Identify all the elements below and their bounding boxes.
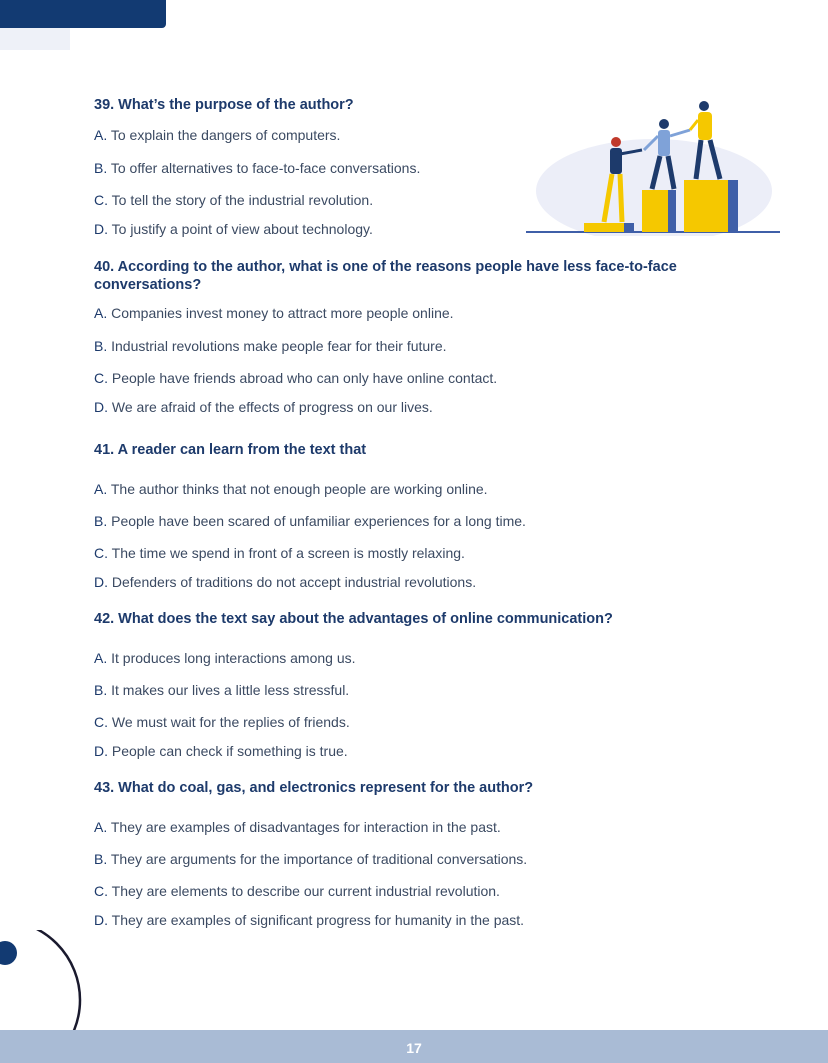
option-letter: D. <box>94 399 108 415</box>
answer-option <box>94 574 476 590</box>
answer-option <box>94 160 420 176</box>
answer-option <box>94 545 465 561</box>
answer-option <box>94 481 488 497</box>
question-title: 39. What’s the purpose of the author? <box>94 97 354 113</box>
option-text: It produces long interactions among us. <box>107 650 356 666</box>
question-title: 41. A reader can learn from the text that <box>94 442 367 458</box>
question-title: 42. What does the text say about the advantages of online communication? <box>94 611 613 627</box>
option-letter: B. <box>94 682 108 698</box>
option-letter: D. <box>94 574 108 590</box>
answer-option <box>94 305 454 321</box>
question-40 <box>94 258 724 294</box>
option-text: They are arguments for the importance of traditional conversations. <box>107 851 528 867</box>
question-title: 40. According to the author, what is one of the reasons people have less face-to-face conversations? <box>94 259 677 293</box>
answer-option <box>94 127 340 143</box>
answer-option <box>94 221 373 237</box>
answer-option <box>94 370 497 386</box>
option-letter: C. <box>94 192 108 208</box>
option-letter: C. <box>94 714 108 730</box>
question-43 <box>94 779 734 797</box>
option-letter: D. <box>94 912 108 928</box>
option-text: To tell the story of the industrial revolution. <box>108 192 374 208</box>
option-text: People have friends abroad who can only have online contact. <box>108 370 498 386</box>
option-letter: C. <box>94 370 108 386</box>
question-41 <box>94 441 734 459</box>
answer-option <box>94 714 350 730</box>
people-helping-climb-steps-illustration <box>524 96 784 236</box>
option-text: People have been scared of unfamiliar experiences for a long time. <box>107 513 526 529</box>
answer-option <box>94 819 501 835</box>
answer-option <box>94 650 356 666</box>
option-text: To explain the dangers of computers. <box>107 127 341 143</box>
option-text: Companies invest money to attract more people online. <box>107 305 454 321</box>
option-text: Industrial revolutions make people fear for their future. <box>107 338 447 354</box>
option-letter: A. <box>94 127 108 143</box>
option-text: To offer alternatives to face-to-face conversations. <box>107 160 421 176</box>
corner-decoration-light <box>0 28 70 50</box>
option-text: The author thinks that not enough people are working online. <box>107 481 488 497</box>
option-text: We must wait for the replies of friends. <box>108 714 350 730</box>
option-letter: B. <box>94 851 108 867</box>
option-text: They are examples of significant progress for humanity in the past. <box>108 912 525 928</box>
answer-option <box>94 883 500 899</box>
answer-option <box>94 192 373 208</box>
answer-option <box>94 338 447 354</box>
option-text: We are afraid of the effects of progress on our lives. <box>108 399 433 415</box>
option-letter: A. <box>94 481 108 497</box>
option-text: Defenders of traditions do not accept industrial revolutions. <box>108 574 477 590</box>
option-text: To justify a point of view about technology. <box>108 221 373 237</box>
option-letter: C. <box>94 883 108 899</box>
option-letter: B. <box>94 338 108 354</box>
answer-option <box>94 743 348 759</box>
answer-option <box>94 399 433 415</box>
option-letter: D. <box>94 743 108 759</box>
option-text: The time we spend in front of a screen is mostly relaxing. <box>108 545 465 561</box>
option-letter: D. <box>94 221 108 237</box>
option-text: It makes our lives a little less stressful. <box>107 682 350 698</box>
question-title: 43. What do coal, gas, and electronics represent for the author? <box>94 780 534 796</box>
option-text: They are examples of disadvantages for interaction in the past. <box>107 819 501 835</box>
answer-option <box>94 513 526 529</box>
option-letter: A. <box>94 305 108 321</box>
corner-decoration-bar <box>0 0 166 28</box>
page-number: 17 <box>406 1040 422 1056</box>
option-text: They are elements to describe our current industrial revolution. <box>108 883 500 899</box>
option-text: People can check if something is true. <box>108 743 348 759</box>
option-letter: C. <box>94 545 108 561</box>
answer-option <box>94 851 527 867</box>
option-letter: A. <box>94 650 108 666</box>
question-42 <box>94 610 734 628</box>
option-letter: B. <box>94 513 108 529</box>
option-letter: B. <box>94 160 108 176</box>
answer-option <box>94 912 524 928</box>
answer-option <box>94 682 349 698</box>
option-letter: A. <box>94 819 108 835</box>
question-39 <box>94 96 734 114</box>
